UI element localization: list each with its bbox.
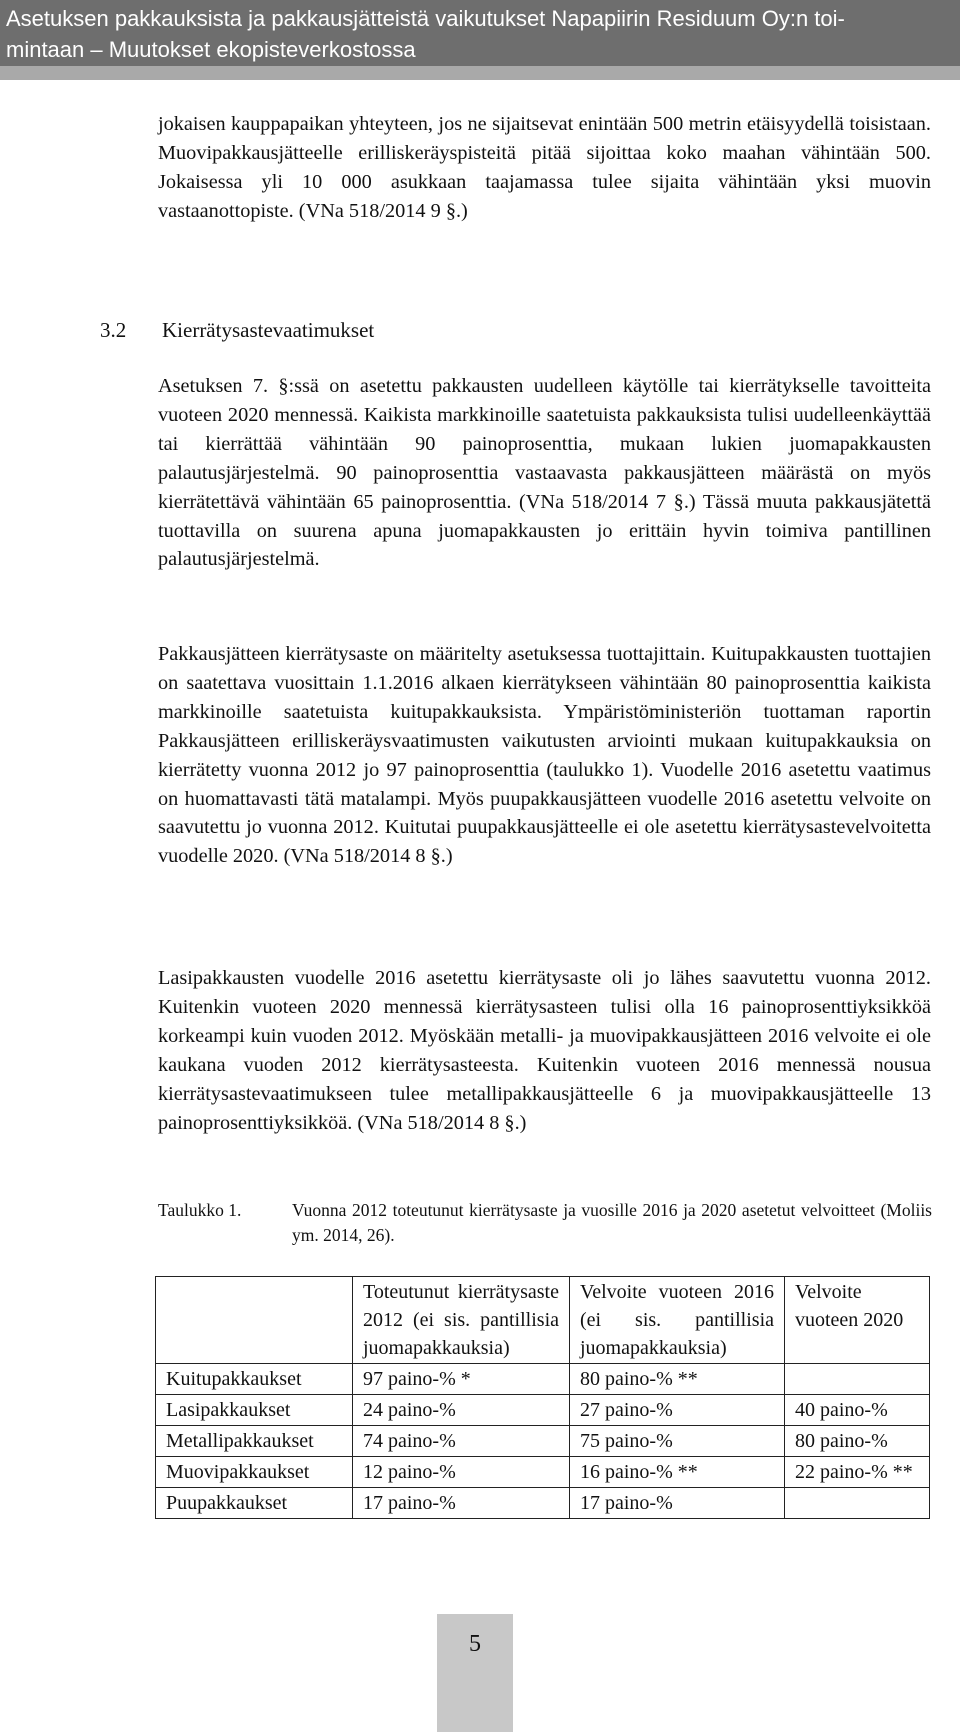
table-cell: 17 paino-% [353, 1488, 570, 1519]
table-header-row [156, 1277, 930, 1364]
table-header-cell [156, 1277, 353, 1364]
table-cell: Kuitupakkaukset [156, 1364, 353, 1395]
section-heading [100, 318, 374, 343]
table-cell: Puupakkaukset [156, 1488, 353, 1519]
table-cell: 17 paino-% [570, 1488, 785, 1519]
table-cell: 80 paino-% ** [570, 1364, 785, 1395]
table-row [156, 1395, 930, 1426]
section-title: Kierrätysastevaatimukset [162, 318, 375, 342]
paragraph-2: Asetuksen 7. §:ssä on asetettu pakkausten uudelleen käytölle tai kierrätykselle tavoitteita vuoteen 2020 mennessä. Kaikista markkinoille saatetuista pakkauksista tulisi uudelleenkäyttää tai kierrättää vähintään 90 painoprosenttia, mukaan lukien juomapakkausten palautusjärjestelmä. 90 painoprosenttia vastaavasta pakkausjätteen määrästä on myös kierrätettävä vähintään 65 painoprosenttia. (VNa 518/2014 7 §.) Tässä muuta pakkausjätettä tuottavilla on suurena apuna juomapakkausten jo erittäin hyvin toimiva pantillinen palautusjärjestelmä. [158, 375, 931, 571]
caption-label: Taulukko 1. [158, 1200, 242, 1220]
table-cell: 40 paino-% [785, 1395, 930, 1426]
table-cell [785, 1488, 930, 1519]
table-cell: Lasipakkaukset [156, 1395, 353, 1426]
table-row [156, 1426, 930, 1457]
recycling-table [155, 1276, 930, 1519]
page-number-box [437, 1614, 513, 1732]
table-header-cell: Velvoite vuoteen 2020 [785, 1277, 930, 1364]
table-cell: 16 paino-% ** [570, 1457, 785, 1488]
table-cell [785, 1364, 930, 1395]
table-cell: 97 paino-% * [353, 1364, 570, 1395]
table-header-cell: Toteutunut kierrätysaste 2012 (ei sis. pantillisia juomapakkauksia) [353, 1277, 570, 1364]
table-cell: 12 paino-% [353, 1457, 570, 1488]
table-cell: 27 paino-% [570, 1395, 785, 1426]
caption-text: Vuonna 2012 toteutunut kierrätysaste ja vuosille 2016 ja 2020 asetetut velvoitteet (Moliis ym. 2014, 26). [292, 1200, 932, 1245]
table-cell: 24 paino-% [353, 1395, 570, 1426]
table-row [156, 1488, 930, 1519]
table-row [156, 1457, 930, 1488]
table-row [156, 1364, 930, 1395]
table-cell: 22 paino-% ** [785, 1457, 930, 1488]
paragraph-4: Lasipakkausten vuodelle 2016 asetettu kierrätysaste oli jo lähes saavutettu vuonna 2012. Kuitenkin vuoteen 2020 mennessä kierrätysasteen tulisi olla 16 painoprosenttiyksikköä korkeampi kuin vuoden 2012. Myöskään metalli- ja muovipakkausjätteen 2016 velvoite ei ole kaukana vuoden 2012 kierrätysasteesta. Kuitenkin vuoteen 2016 mennessä nousua kierrätysastevaatimukseen tulee metallipakkausjätteelle 6 ja muovipakkausjätteelle 13 painoprosenttiyksikköä. (VNa 518/2014 8 §.) [158, 967, 931, 1134]
header-band [0, 66, 960, 80]
section-number: 3.2 [100, 318, 127, 342]
table-header-cell: Velvoite vuoteen 2016 (ei sis. pantillisia juomapakkauksia) [570, 1277, 785, 1364]
table-cell: 80 paino-% [785, 1426, 930, 1457]
header-line-2: mintaan – Muutokset ekopisteverkostossa [6, 37, 416, 62]
paragraph-3: Pakkausjätteen kierrätysaste on määritelty asetuksessa tuottajittain. Kuitupakkausten tuottajien on saatettava vuosittain 1.1.2016 alkaen kierrätykseen vähintään 80 painoprosenttia kaikista markkinoille saatetuista kuitupakkauksista. Ympäristöministeriön tuottaman raportin Pakkausjätteen erilliskeräysvaatimusten vaikutusten arviointi mukaan kuitupakkauksia on kierrätetty vuonna 2012 jo 97 painoprosenttia (taulukko 1). Vuodelle 2016 asetettu vaatimus on huomattavasti tätä matalampi. Myös puupakkausjätteen vuodelle 2016 asetettu velvoite on saavutettu jo vuonna 2012. Kuitutai puupakkausjätteelle ei ole asetettu kierrätysastevelvoitetta vuodelle 2020. (VNa 518/2014 8 §.) [158, 643, 931, 868]
table-cell: 74 paino-% [353, 1426, 570, 1457]
page-number: 5 [469, 1631, 481, 1657]
table-cell: Muovipakkaukset [156, 1457, 353, 1488]
table-cell: Metallipakkaukset [156, 1426, 353, 1457]
header-line-1: Asetuksen pakkauksista ja pakkausjätteistä vaikutukset Napapiirin Residuum Oy:n toi- [6, 6, 845, 31]
table-cell: 75 paino-% [570, 1426, 785, 1457]
paragraph-1: jokaisen kauppapaikan yhteyteen, jos ne sijaitsevat enintään 500 metrin etäisyydellä toisistaan. Muovipakkausjätteelle erilliskeräyspisteitä pitää sijoittaa koko maahan vähintään 500. Jokaisessa yli 10 000 asukkaan taajamassa tulee sijaita vähintään yksi muovin vastaanottopiste. (VNa 518/2014 9 §.) [158, 113, 931, 222]
